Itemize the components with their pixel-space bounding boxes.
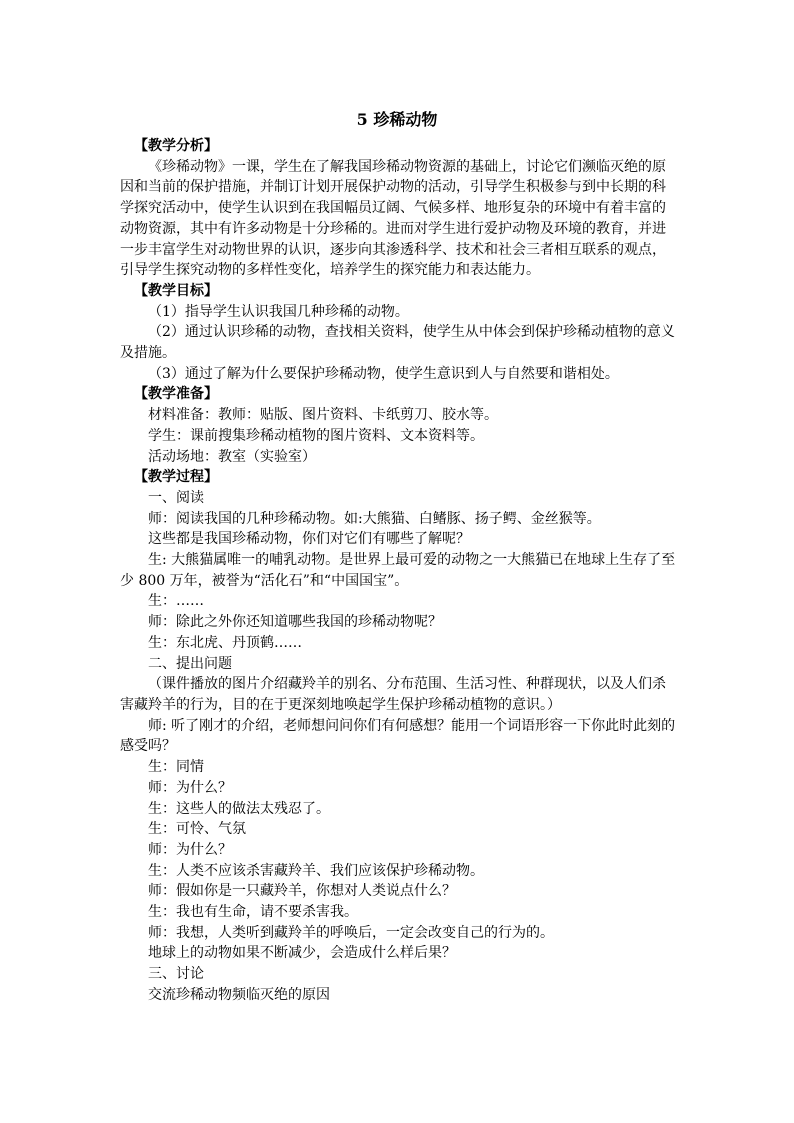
paragraph: 生：这些人的做法太残忍了。 — [148, 800, 330, 817]
paragraph: （3）通过了解为什么要保护珍稀动物，使学生意识到人与自然要和谐相处。 — [148, 365, 619, 382]
document-body — [120, 136, 676, 1006]
paragraph: （1）指导学生认识我国几种珍稀的动物。 — [148, 303, 409, 320]
paragraph: 生：我也有生命，请不要杀害我。 — [148, 904, 358, 921]
paragraph: 师：除此之外你还知道哪些我国的珍稀动物呢？ — [148, 614, 442, 631]
page-title: 5 珍稀动物 — [356, 110, 438, 129]
section-heading: 【教学过程】 — [134, 469, 218, 486]
paragraph: 生：人类不应该杀害藏羚羊、我们应该保护珍稀动物。 — [148, 862, 484, 879]
section-heading: 【教学分析】 — [134, 138, 218, 154]
paragraph: （2）通过认识珍稀的动物，查找相关资料，使学生从中体会到保护珍稀动植物的意义及措施。 — [120, 324, 675, 362]
paragraph: 交流珍稀动物频临灭绝的原因 — [148, 986, 330, 1003]
section-heading: 【教学准备】 — [134, 386, 218, 403]
paragraph: 师：为什么？ — [148, 779, 232, 796]
paragraph: 地球上的动物如果不断减少，会造成什么样后果？ — [148, 945, 456, 962]
paragraph: 活动场地：教室（实验室） — [148, 448, 316, 465]
section-heading: 【教学目标】 — [134, 282, 218, 299]
paragraph: 生：东北虎、丹顶鹤…… — [148, 634, 302, 651]
paragraph: 师：阅读我国的几种珍稀动物。如:大熊猫、白鳍豚、扬子鳄、金丝猴等。 — [148, 510, 601, 527]
paragraph: 材料准备：教师：贴版、图片资料、卡纸剪刀、胶水等。 — [148, 407, 498, 424]
paragraph: 师: 听了刚才的介绍，老师想问问你们有何感想？能用一个词语形容一下你此时此刻的感受吗？ — [120, 717, 676, 755]
paragraph: 二、提出问题 — [148, 655, 232, 672]
paragraph: 三、讨论 — [148, 966, 204, 983]
paragraph: 《珍稀动物》一课，学生在了解我国珍稀动物资源的基础上，讨论它们濒临灭绝的原因和当前的保护措施，并制订计划开展保护动物的活动，引导学生积极参与到中长期的科学探究活动中，使学生认识到在我国幅员辽阔、气候多样、地形复杂的环境中有着丰富的动物资源，其中有许多动物是十分珍稀的。进而对学生进行爱护动物及环境的教育，并进一步丰富学生对动物世界的认识，逐步向其渗透科学、技术和社会三者相互联系的观点，引导学生探究动物的多样性变化，培养学生的探究能力和表达能力。 — [120, 158, 666, 279]
paragraph: 生：同情 — [148, 759, 204, 776]
paragraph: 师：为什么？ — [148, 841, 232, 858]
paragraph: 师：假如你是一只藏羚羊，你想对人类说点什么？ — [148, 883, 456, 900]
paragraph: 生：可怜、气氛 — [148, 821, 246, 838]
paragraph: 学生：课前搜集珍稀动植物的图片资料、文本资料等。 — [148, 427, 484, 444]
paragraph: 生: 大熊猫属唯一的哺乳动物。是世界上最可爱的动物之一大熊猫已在地球上生存了至少 800 万年，被誉为“活化石”和“中国国宝”。 — [120, 552, 676, 589]
paragraph: 生：…… — [148, 593, 204, 610]
paragraph: 这些都是我国珍稀动物，你们对它们有哪些了解呢？ — [148, 531, 470, 548]
paragraph: 师：我想，人类听到藏羚羊的呼唤后，一定会改变自己的行为的。 — [148, 924, 554, 941]
paragraph: 一、阅读 — [148, 489, 204, 506]
paragraph: （课件播放的图片介绍藏羚羊的别名、分布范围、生活习性、种群现状，以及人们杀害藏羚羊的行为，目的在于更深刻地唤起学生保护珍稀动植物的意识。） — [120, 676, 666, 713]
